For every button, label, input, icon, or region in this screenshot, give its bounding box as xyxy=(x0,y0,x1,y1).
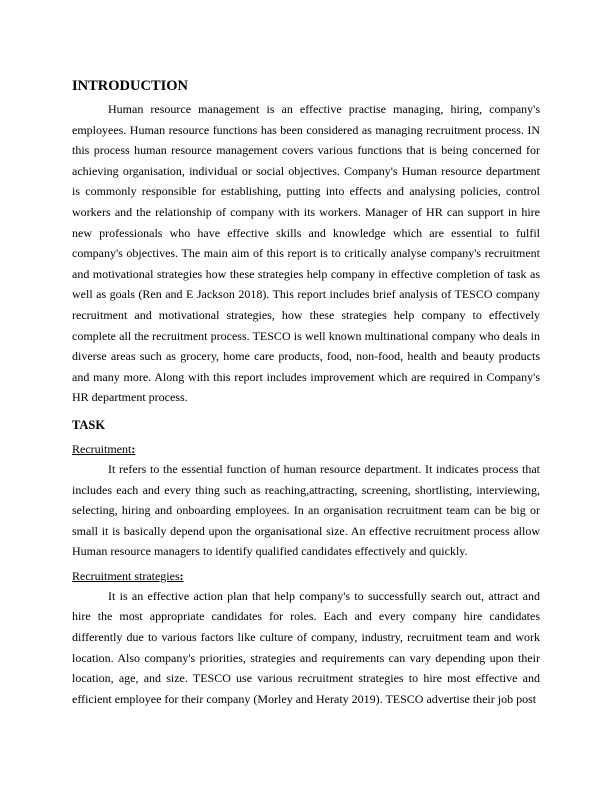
introduction-paragraph: Human resource management is an effective practise managing, hiring, company's employees. Human resource functions has been considered as managing recruitment process. IN this process human resource management covers various functions that is being concerned for achieving organisation, individual or social objectives. Company's Human resource department is commonly responsible for establishing, putting into effects and analysing policies, control workers and the relationship of company with its workers. Manager of HR can support in hire new professionals who have effective skills and knowledge which are essential to fulfil company's objectives. The main aim of this report is to critically analyse company's recruitment and motivational strategies how these strategies help company in effective completion of task as well as goals (Ren and E Jackson 2018). This report includes brief analysis of TESCO company recruitment and motivational strategies, how these strategies help company to effectively complete all the recruitment process. TESCO is well known multinational company who deals in diverse areas such as grocery, home care products, food, non-food, health and beauty products and many more. Along with this report includes improvement which are required in Company's HR department process. xyxy=(72,102,540,405)
recruitment-paragraph: It refers to the essential function of human resource department. It indicates process that includes each and every thing such as reaching,attracting, screening, shortlisting, interviewing, selecting, hiring and onboarding employees. In an organisation recruitment team can be big or small it is basically depend upon the organisational size. An effective recruitment process allow Human resource managers to identify qualified candidates effectively and quickly. xyxy=(72,461,540,559)
document-page xyxy=(72,76,540,711)
recruitment-heading-colon: : xyxy=(131,441,136,456)
recruitment-heading xyxy=(72,439,540,459)
recruitment-strategies-heading xyxy=(72,566,540,586)
task-heading: TASK xyxy=(72,417,106,432)
introduction-heading: INTRODUCTION xyxy=(72,78,189,94)
recruitment-strategies-heading-text: Recruitment strategies xyxy=(72,568,180,583)
recruitment-strategies-heading-colon: : xyxy=(179,568,184,583)
recruitment-heading-text: Recruitment xyxy=(72,441,132,456)
recruitment-strategies-paragraph: It is an effective action plan that help company's to successfully search out, attract and hire the most appropriate candidates for roles. Each and every company hire candidates differently due to various factors like culture of company, industry, recruitment team and work location. Also company's priorities, strategies and requirements can vary depending upon their location, age, and size. TESCO use various recruitment strategies to hire most effective and efficient employee for their company (Morley and Heraty 2019). TESCO advertise their job post xyxy=(72,588,540,706)
